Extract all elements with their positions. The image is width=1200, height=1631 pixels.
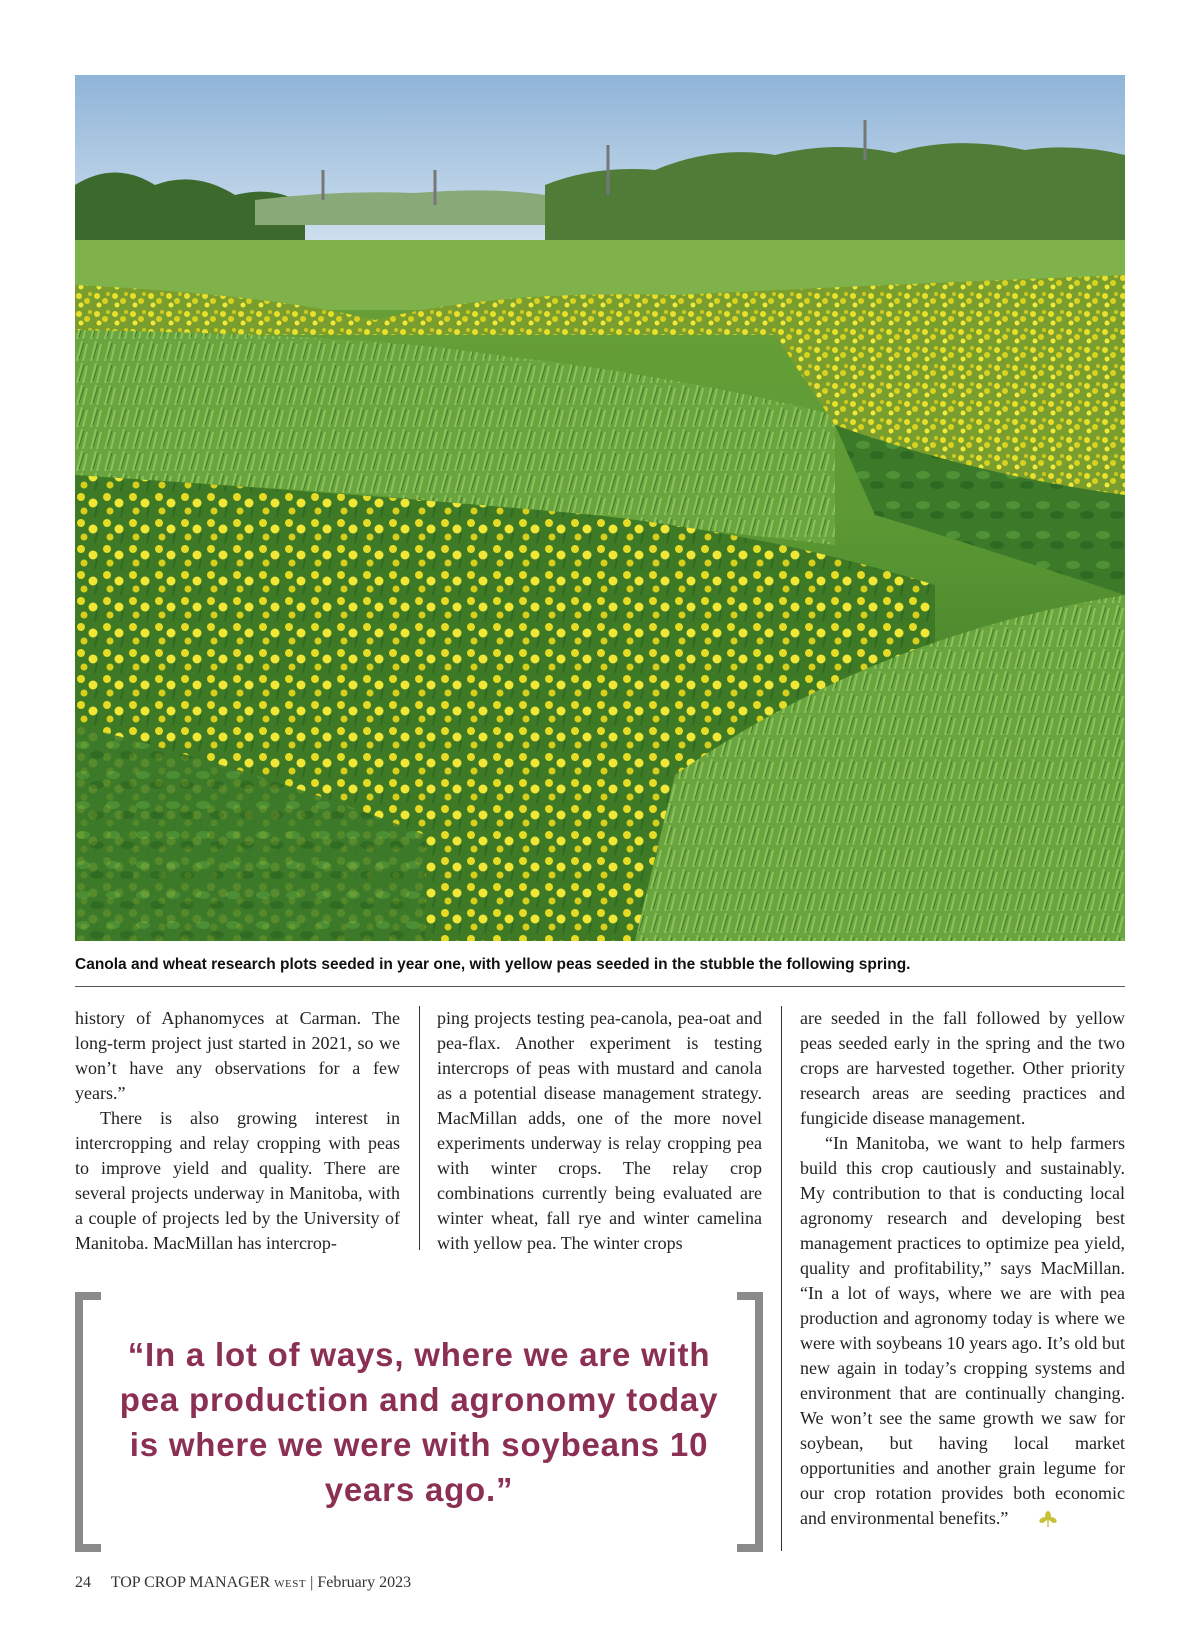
- pull-quote-right-bracket: [737, 1292, 763, 1552]
- field-photo: [75, 75, 1125, 941]
- photo-caption: Canola and wheat research plots seeded in year one, with yellow peas seeded in the stubble the following spring.: [75, 956, 911, 973]
- publication-edition: WEST: [274, 1578, 307, 1590]
- article-column-2: [437, 1006, 762, 1256]
- issue-date: February 2023: [317, 1574, 412, 1591]
- pull-quote-text: “In a lot of ways, where we are with pea production and agronomy today is where we were with soybeans 10 years ago.”: [119, 1336, 719, 1508]
- col1-paragraph-2: There is also growing interest in intercropping and relay cropping with peas to improve yield and quality. There are several projects underway in Manitoba, with a couple of projects led by the University of Manitoba. MacMillan has intercrop-: [75, 1108, 400, 1253]
- column-divider-2: [781, 1006, 782, 1551]
- caption-divider: [75, 986, 1125, 987]
- col3-paragraph-2-text: “In Manitoba, we want to help farmers build this crop cautiously and sustainably. My contribution to that is conducting local agronomy research and developing best management practices to optimize pea yield, quality and profitability,” says MacMillan. “In a lot of ways, where we are with pea production and agronomy today is where we were with soybeans 10 years ago. It’s old but new again in today’s cropping systems and environment that are continually changing. We won’t see the same growth we saw for soybean, but having local market opportunities and another grain legume for our crop rotation provides both economic and environmental benefits.”: [800, 1133, 1125, 1528]
- publication-name: TOP CROP MANAGER: [110, 1574, 271, 1591]
- pull-quote: [75, 1292, 763, 1552]
- article-column-3: [800, 1006, 1125, 1534]
- pull-quote-left-bracket: [75, 1292, 101, 1552]
- field-photo-graphic: [75, 75, 1125, 941]
- col2-paragraph-1: ping projects testing pea-canola, pea-oat and pea-flax. Another experiment is testing intercrops of peas with mustard and canola as a potential disease management strategy. MacMillan adds, one of the more novel experiments underway is relay cropping pea with winter crops. The relay crop combinations currently being evaluated are winter wheat, fall rye and winter camelina with yellow pea. The winter crops: [437, 1008, 762, 1253]
- article-column-1: [75, 1006, 400, 1256]
- col3-paragraph-1: are seeded in the fall followed by yellow peas seeded early in the spring and the two crops are harvested together. Other priority research areas are seeding practices and fungicide disease management.: [800, 1008, 1125, 1128]
- column-divider-1: [419, 1006, 420, 1250]
- page-footer: [75, 1574, 411, 1592]
- page-number: 24: [75, 1574, 91, 1591]
- col3-paragraph-2: [800, 1131, 1125, 1534]
- footer-separator: |: [310, 1574, 314, 1591]
- col1-paragraph-1: history of Aphanomyces at Carman. The long-term project just started in 2021, so we won’t have any observations for a few years.”: [75, 1008, 400, 1103]
- leaf-icon: [1014, 1509, 1057, 1534]
